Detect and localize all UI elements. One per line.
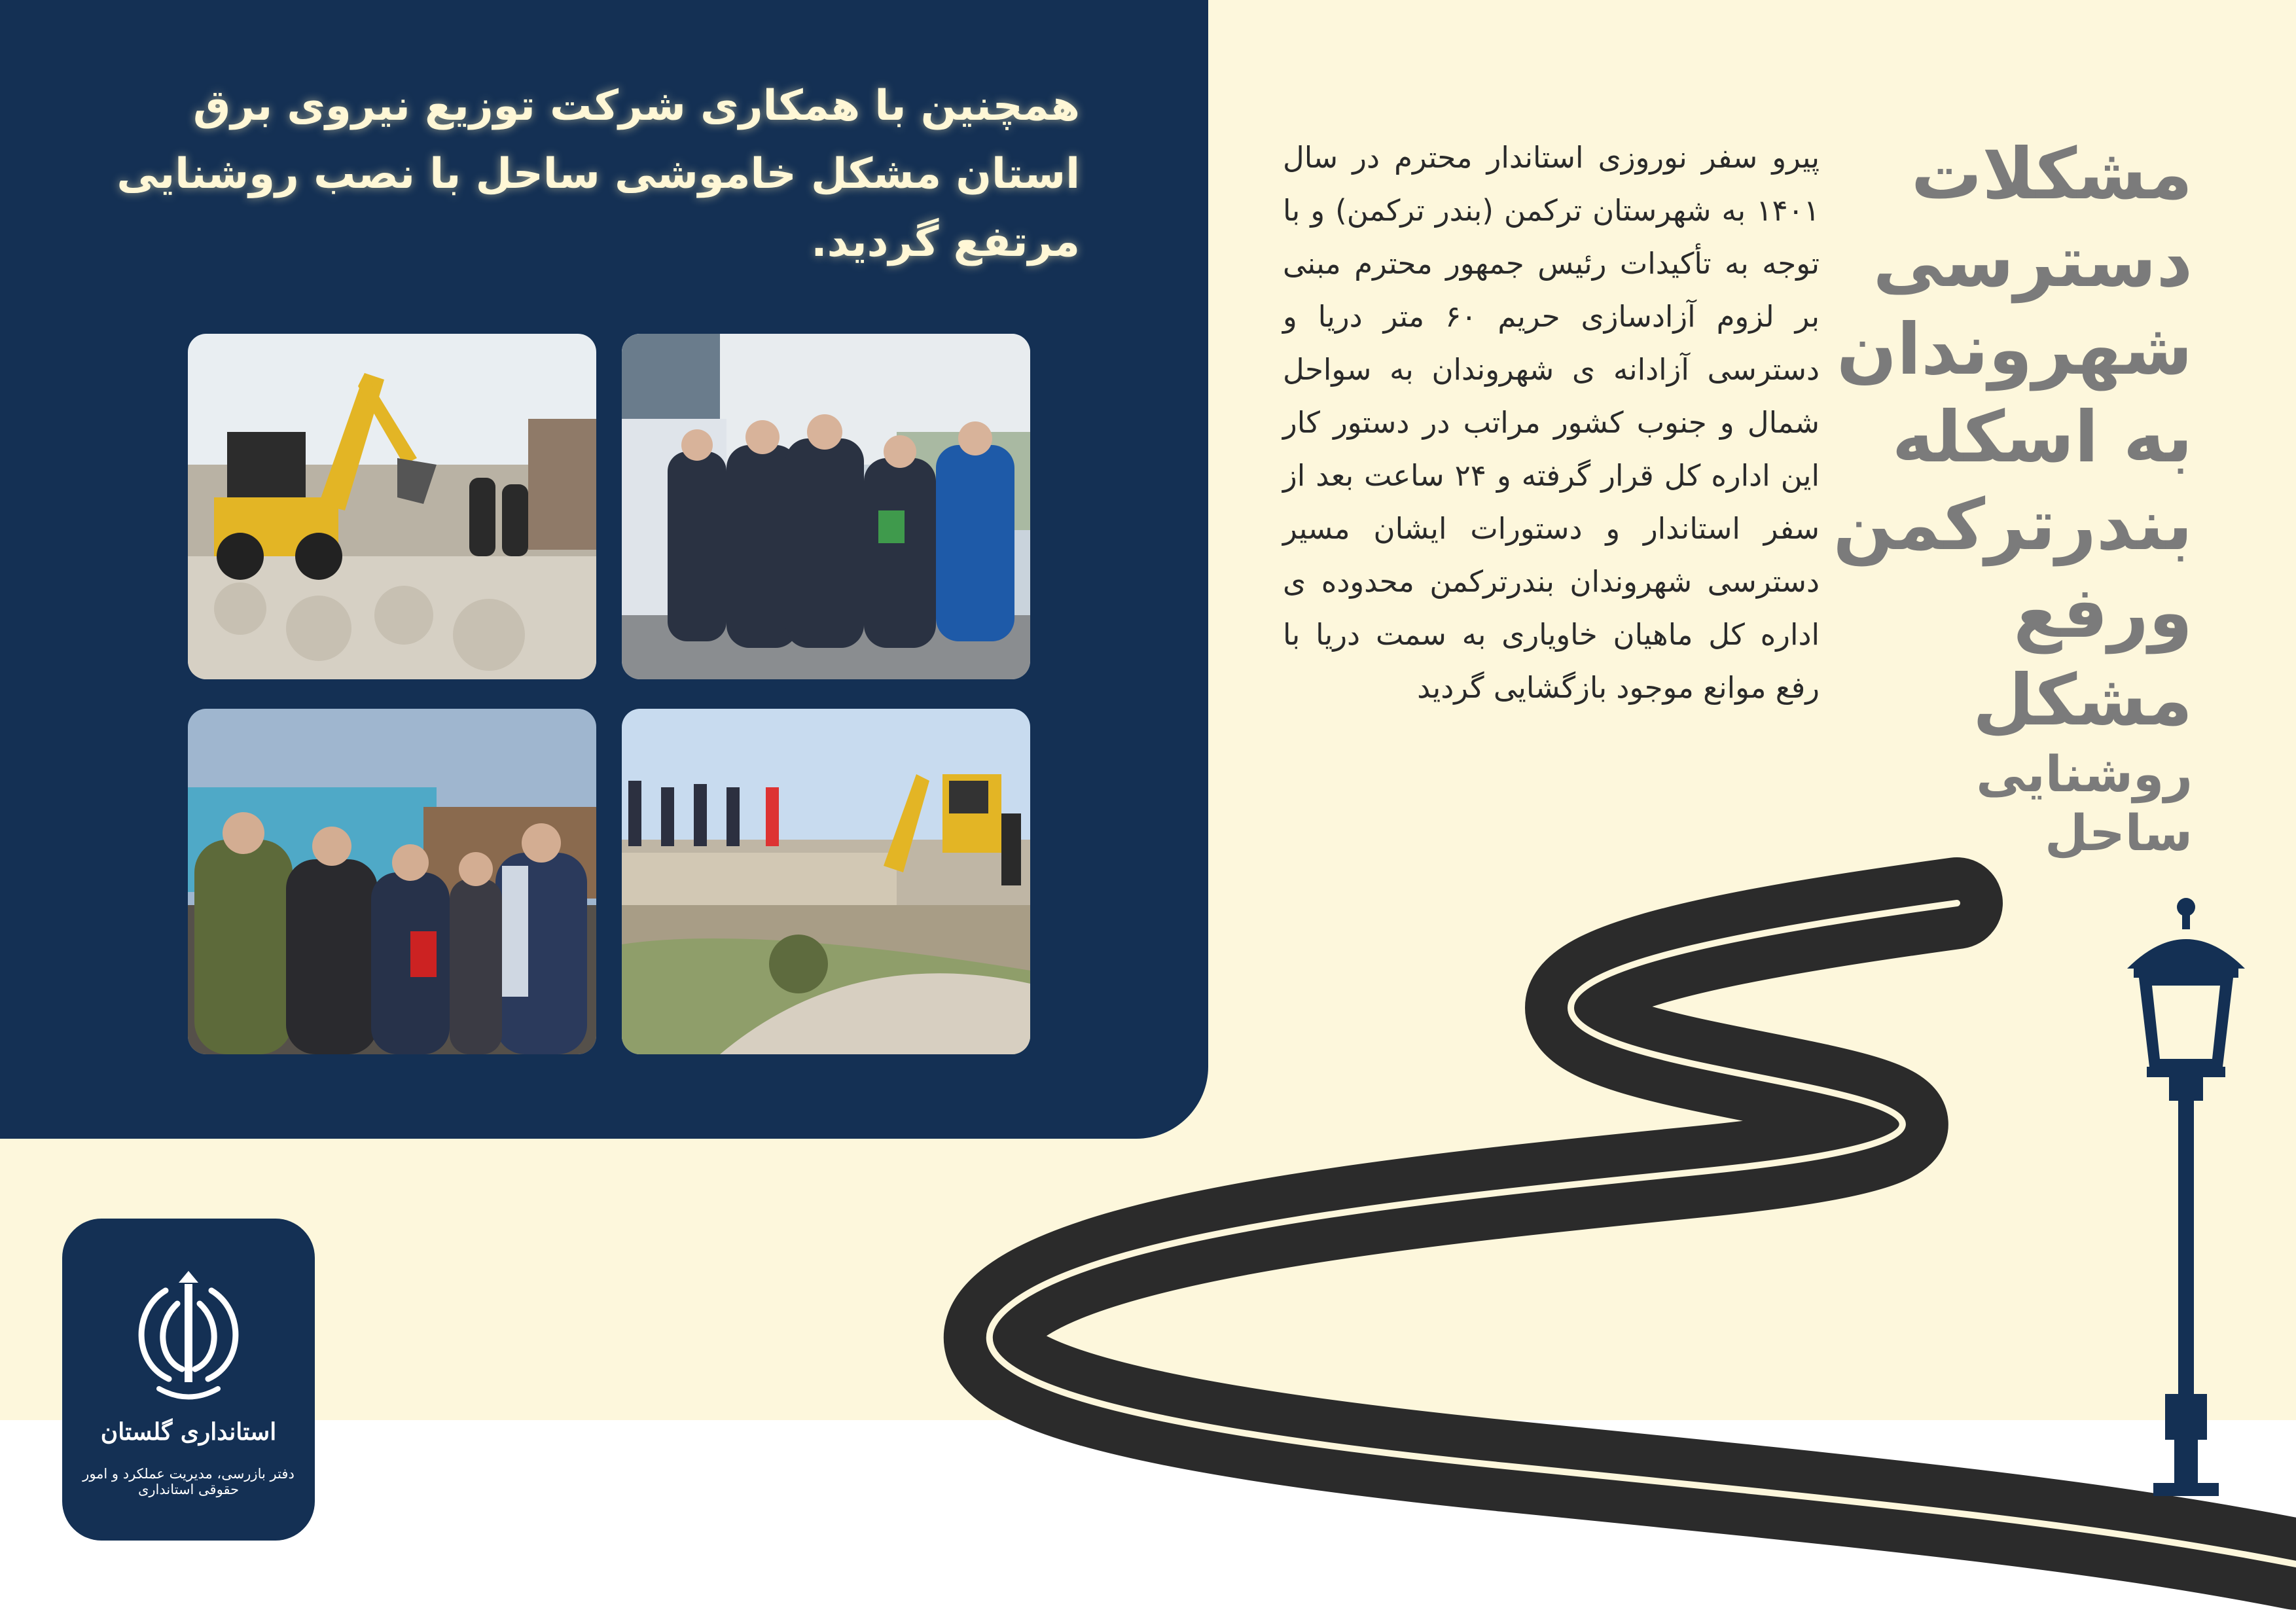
title-line-last: روشنایی ساحل [1976, 745, 2193, 862]
photo-site-visit-coast [622, 709, 1030, 1054]
highlight-panel [0, 0, 1208, 1139]
title-line: شهروندان [1837, 309, 2193, 391]
title-line: ورفع مشکل [1973, 572, 2193, 741]
body-paragraph: پیرو سفر نوروزی استاندار محترم در سال ۱۴۰۱ به شهرستان ترکمن (بندر ترکمن) و با توجه به تأکیدات رئیس جمهور محترم مبنی بر لزوم آزادسازی حریم ۶۰ متر دریا و دسترسی آزادانه ی شهروندان به سواحل شمال و جنوب کشور مراتب در دستور کار این اداره کل قرار گرفته و ۲۴ ساعت بعد از سفر استاندار و دستورات ایشان مسیر دسترسی شهروندان بندرترکمن محدوده ی اداره کل ماهیان خاویاری به سمت دریا با رفع موانع موجود بازگشایی گردید [1283, 140, 1820, 705]
street-lamp-icon [2114, 897, 2258, 1499]
photo-excavator-wall [188, 334, 596, 679]
logo-subtitle: دفتر بازرسی، مدیریت عملکرد و امور حقوقی استانداری [82, 1466, 295, 1497]
title-line: بندرترکمن [1833, 484, 2193, 566]
iran-emblem-icon [120, 1264, 257, 1408]
panel-headline: همچنین با همکاری شرکت توزیع نیروی برق استان مشکل خاموشی ساحل با نصب روشنایی مرتفع گردید. [117, 82, 1080, 266]
title-line: مشکلات [1910, 134, 2193, 215]
organization-logo [62, 1219, 315, 1541]
photo-officials-group [188, 709, 596, 1054]
title-line: دسترسی [1873, 221, 2193, 303]
title-line: به اسکله [1892, 397, 2193, 478]
main-title [1826, 131, 2193, 863]
photo-officials-walking [622, 334, 1030, 679]
logo-org-name: استانداری گلستان [100, 1418, 277, 1446]
